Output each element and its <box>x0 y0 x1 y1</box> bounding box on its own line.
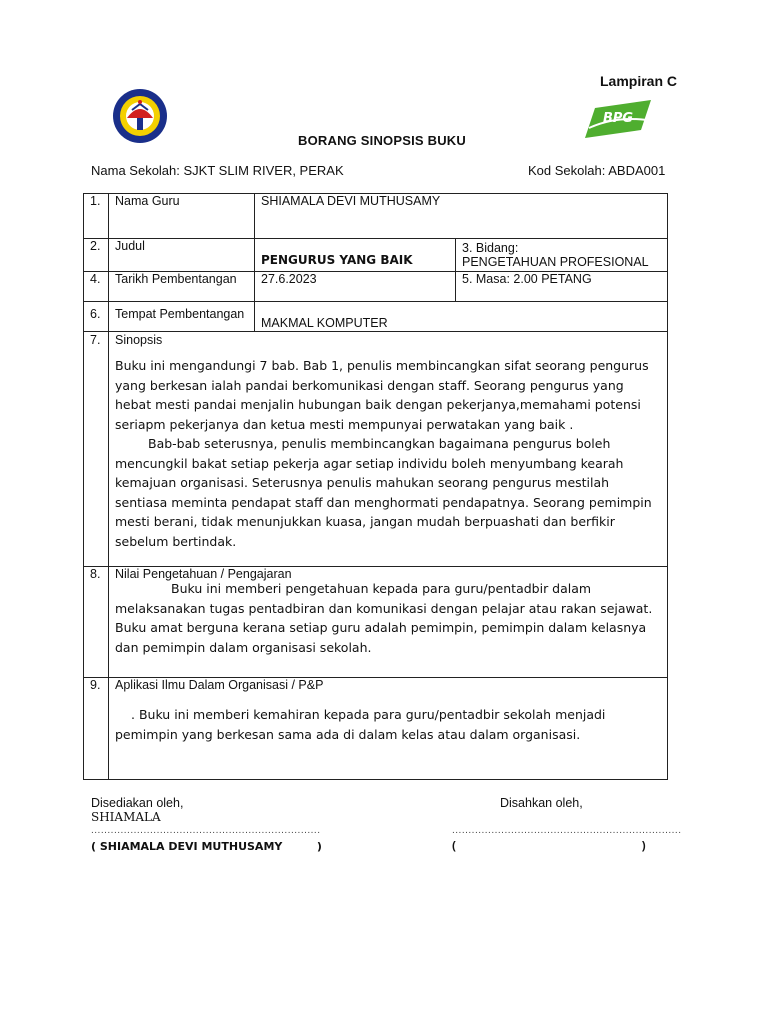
date-value: 27.6.2023 <box>261 272 317 286</box>
row-number: 7. <box>90 333 101 347</box>
title-value: PENGURUS YANG BAIK <box>261 253 413 267</box>
row-teacher-name <box>84 194 668 239</box>
field-value: PENGETAHUAN PROFESIONAL <box>462 255 649 269</box>
date-label: Tarikh Pembentangan <box>115 272 237 286</box>
application-text: . Buku ini memberi kemahiran kepada para guru/pentadbir sekolah menjadi pemimpin yang berkesan sama ada di dalam kelas atau dalam organisasi. <box>115 707 606 742</box>
time-value: 5. Masa: 2.00 PETANG <box>462 272 592 286</box>
row-knowledge-value <box>84 567 668 678</box>
venue-label: Tempat Pembentangan <box>115 307 245 321</box>
row-knowledge-application <box>84 678 668 780</box>
synopsis-paragraph-1: Buku ini mengandungi 7 bab. Bab 1, penulis membincangkan sifat seorang pengurus yang berkesan ialah pandai berkomunikasi dengan staff. Seorang pengurus yang hebat mesti pandai menjalin hubungan baik dengan pekerjanya,memahami potensi seriapm pekerjanya dan ketua mesti mempunyai perwatakan yang baik . <box>115 358 649 432</box>
knowledge-label: Nilai Pengetahuan / Pengajaran <box>115 567 292 581</box>
prepared-by-label: Disediakan oleh, <box>91 796 184 810</box>
title-label: Judul <box>115 239 145 253</box>
row-number: 4. <box>90 272 101 286</box>
form-title: BORANG SINOPSIS BUKU <box>298 133 466 148</box>
row-number: 8. <box>90 567 101 581</box>
application-label: Aplikasi Ilmu Dalam Organisasi / P&P <box>115 678 324 692</box>
approver-name-close: ) <box>642 840 646 852</box>
appendix-label: Lampiran C <box>600 73 678 89</box>
teacher-name-value: SHIAMALA DEVI MUTHUSAMY <box>261 194 441 208</box>
teacher-name-label: Nama Guru <box>115 194 180 208</box>
approver-name-open: ( <box>452 840 456 852</box>
synopsis-label: Sinopsis <box>115 333 163 347</box>
knowledge-text: Buku ini memberi pengetahuan kepada para guru/pentadbir dalam melaksanakan tugas pentadbiran dan komunikasi dengan pelajar atau rakan sejawat. Buku amat berguna kerana setiap guru adalah pemimpin, pemimpin dalam kelasnya dan pemimpin dalam organisasi sekolah. <box>115 581 653 655</box>
row-number: 1. <box>90 194 101 208</box>
row-number: 6. <box>90 307 101 321</box>
school-code: Kod Sekolah: ABDA001 <box>528 163 666 178</box>
row-synopsis <box>84 332 668 567</box>
synopsis-form-table <box>83 193 668 780</box>
venue-value: MAKMAL KOMPUTER <box>261 316 388 330</box>
row-presentation-date <box>84 272 668 302</box>
field-label: 3. Bidang: <box>462 241 519 255</box>
row-number: 2. <box>90 239 101 253</box>
signature-line: ...................................................................... <box>91 825 321 836</box>
row-presentation-venue <box>84 302 668 332</box>
school-name: Nama Sekolah: SJKT SLIM RIVER, PERAK <box>91 163 344 178</box>
svg-text:BPG: BPG <box>603 111 634 126</box>
preparer-name: ( SHIAMALA DEVI MUTHUSAMY ) <box>91 840 322 853</box>
approval-signature-line: ...................................................................... <box>452 825 682 836</box>
row-number: 9. <box>90 678 101 692</box>
row-title <box>84 239 668 272</box>
signature: SHIAMALA <box>91 810 161 824</box>
synopsis-paragraph-2: Bab-bab seterusnya, penulis membincangkan bagaimana pengurus boleh mencungkil bakat setiap pekerja agar setiap individu boleh menyumbang kearah kemajuan organisasi. Seterusnya penulis mahukan seorang pengurus mestilah sentiasa meminta pendapat staff dan menghormati pendapatnya. Seorang pemimpin mesti berani, tidak menunjukkan kuasa, jangan mudah berpuashati dan berfikir sebelum bertindak. <box>115 436 652 549</box>
bpg-logo <box>585 100 651 138</box>
ministry-logo <box>110 88 170 144</box>
approved-by-label: Disahkan oleh, <box>500 796 583 810</box>
